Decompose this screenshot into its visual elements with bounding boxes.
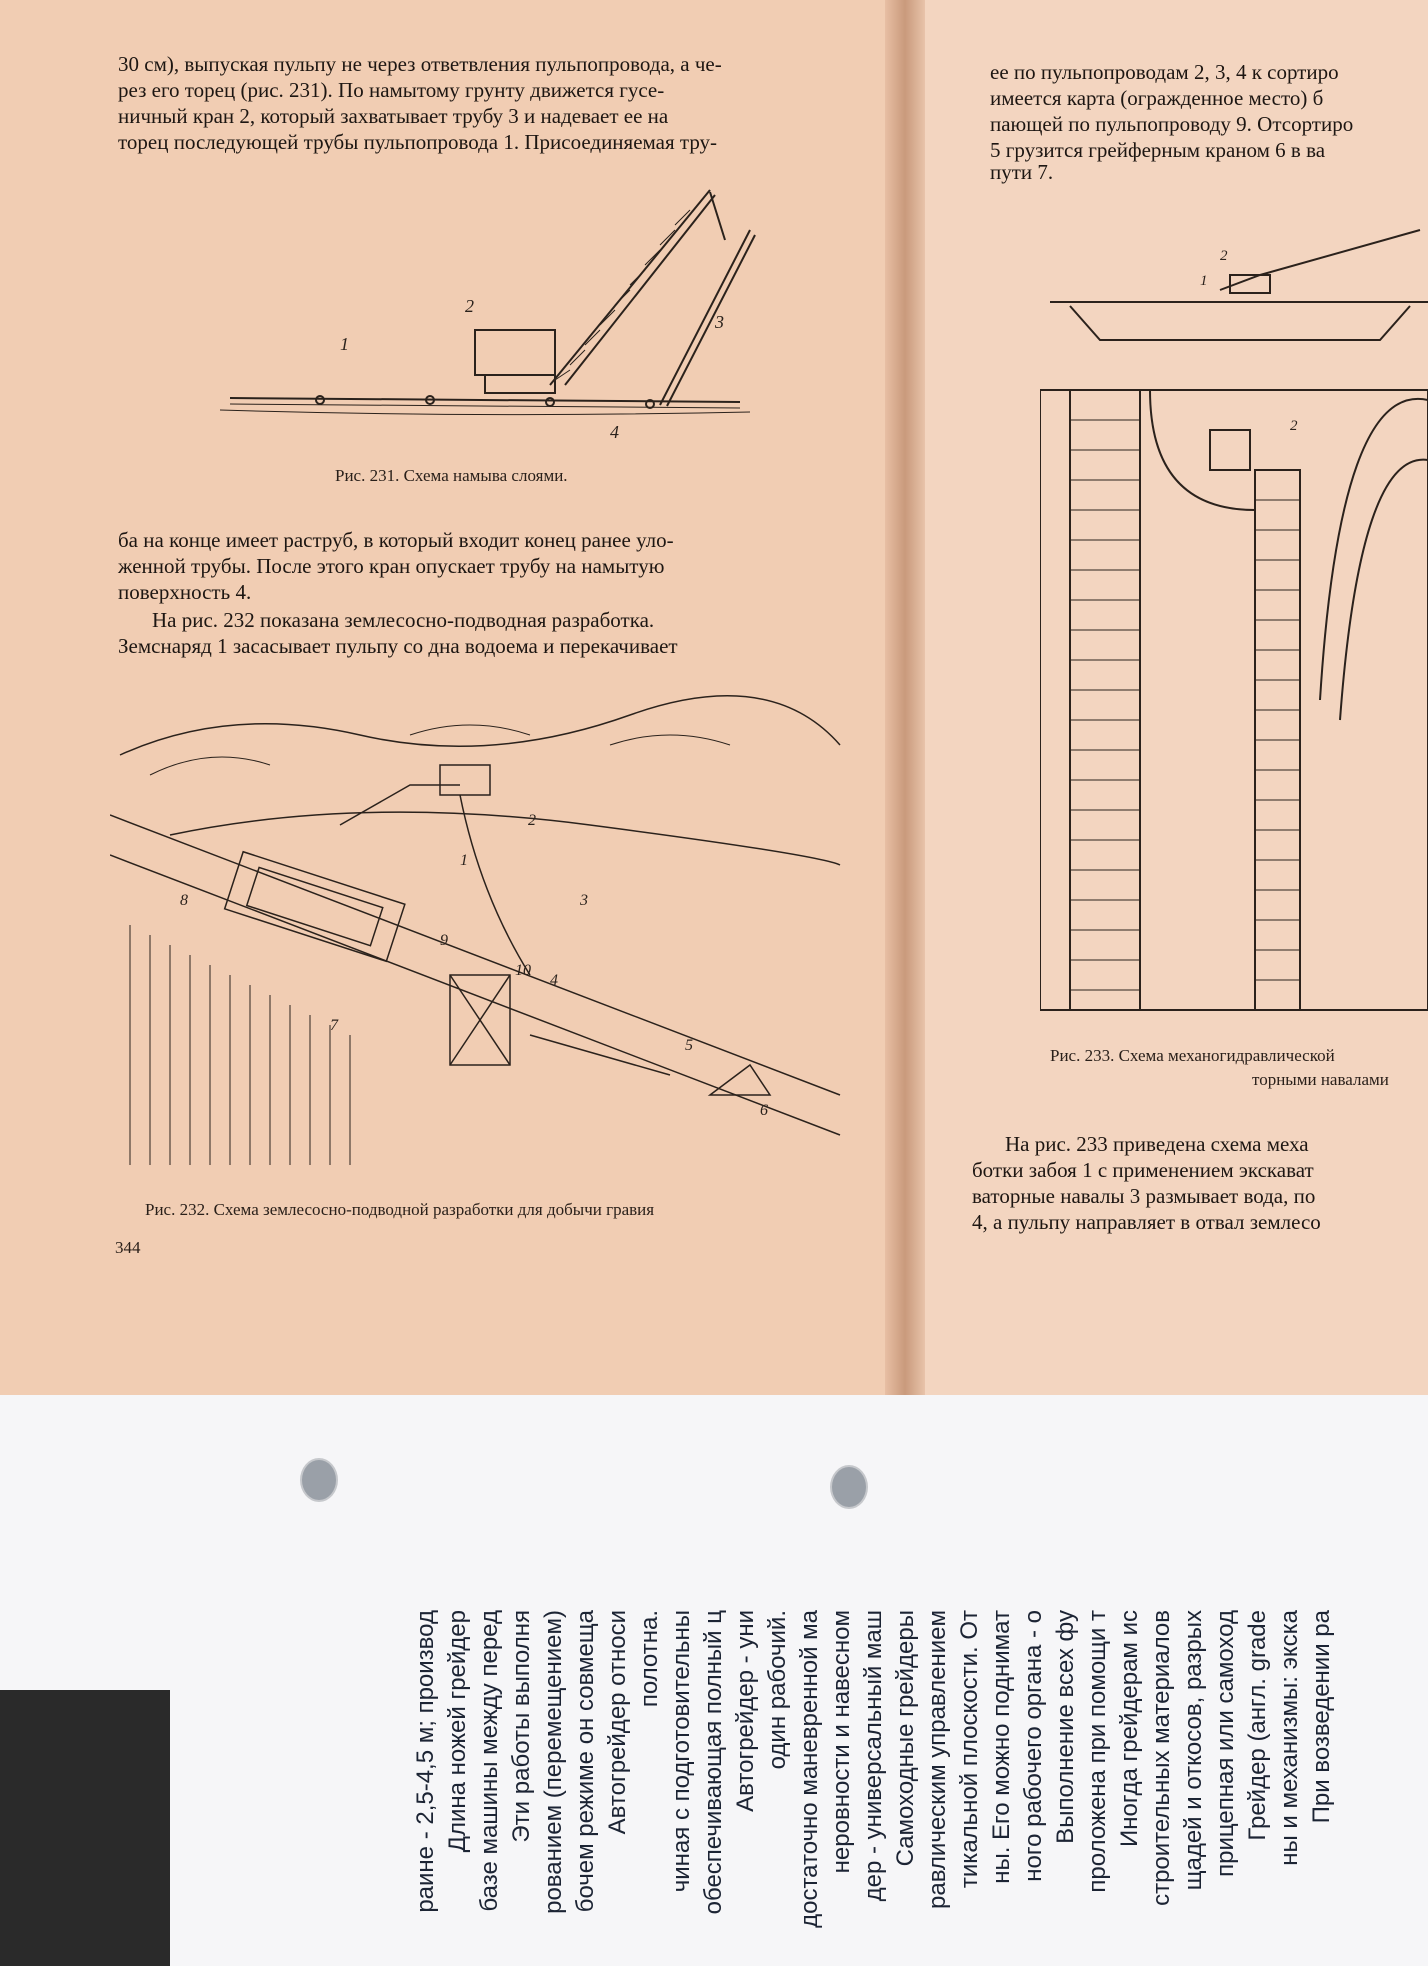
photo-fragment — [0, 1690, 170, 1966]
rotated-line: Автогрейдер - уни — [732, 1610, 759, 1812]
rotated-line: тикальной плоскости. От — [956, 1610, 983, 1889]
fig231-label: 1 — [340, 334, 349, 354]
rotated-line: Длина ножей грейдер — [444, 1610, 471, 1853]
text-line: рез его торец (рис. 231). По намытому грунту движется гусе- — [118, 78, 665, 102]
fig232-label: 1 — [460, 852, 468, 869]
text-line: ничный кран 2, который захватывает трубу 3 и надевает ее на — [118, 104, 669, 128]
rotated-line: прицепная или самоход — [1212, 1610, 1239, 1877]
text-line: 4, а пульпу направляет в отвал землесо — [972, 1210, 1321, 1234]
fig232-caption: Рис. 232. Схема землесосно-подводной разработки для добычи гравия — [145, 1200, 655, 1219]
fig233-label: 2 — [1290, 418, 1298, 434]
fig231-caption: Рис. 231. Схема намыва слоями. — [335, 466, 568, 485]
rotated-line: один рабочий. — [764, 1610, 791, 1770]
rotated-line: Иногда грейдерам ис — [1116, 1610, 1143, 1848]
rotated-line: бочем режиме он совмеща — [572, 1610, 599, 1913]
fig232-label: 10 — [515, 962, 531, 979]
rotated-line: неровности и навесном — [828, 1610, 855, 1874]
fig232-label: 4 — [550, 972, 558, 989]
rotated-line: Грейдер (англ. grade — [1244, 1610, 1271, 1841]
rotated-line: ны и механизмы: экска — [1276, 1610, 1303, 1866]
rotated-line: Эти работы выполня — [508, 1610, 535, 1843]
fig233-label: 1 — [1200, 273, 1208, 289]
rotated-line: полотна. — [636, 1610, 663, 1708]
punch-hole — [300, 1458, 338, 1502]
fig231-label: 3 — [715, 312, 724, 332]
figure-232-landscape — [110, 675, 850, 1175]
figure-231-crane — [220, 180, 760, 440]
text-line: женной трубы. После этого кран опускает трубу на намытую — [118, 554, 665, 578]
punch-hole — [830, 1465, 868, 1509]
text-line: ба на конце имеет раструб, в который входит конец ранее уло- — [118, 528, 674, 552]
fig232-label: 2 — [528, 812, 536, 829]
rotated-line: ного рабочего органа - о — [1020, 1610, 1047, 1882]
text-line: поверхность 4. — [118, 580, 252, 604]
fig231-label: 2 — [465, 296, 474, 316]
text-line: пающей по пульпопроводу 9. Отсортиро — [990, 112, 1354, 136]
rotated-line: чиная с подготовительны — [668, 1610, 695, 1893]
fig233-caption: Рис. 233. Схема механогидравлической — [1050, 1046, 1335, 1065]
text-line: ботки забоя 1 с применением экскават — [972, 1158, 1314, 1182]
text-line: пути 7. — [990, 160, 1054, 184]
rotated-line: При возведении ра — [1308, 1610, 1335, 1824]
rotated-line: достаточно маневренной ма — [796, 1610, 823, 1928]
rotated-line: Самоходные грейдеры — [892, 1610, 919, 1867]
rotated-line: равлическим управлением — [924, 1610, 951, 1909]
figure-233-plan — [1040, 220, 1428, 1020]
fig233-caption: торными навалами — [1252, 1070, 1389, 1089]
text-line: На рис. 232 показана землесосно-подводная разработка. — [152, 608, 655, 632]
text-line: ваторные навалы 3 размывает вода, по — [972, 1184, 1316, 1208]
rotated-line: строительных материалов — [1148, 1610, 1175, 1906]
text-line: 5 грузится грейферным краном 6 в ва — [990, 138, 1326, 162]
text-line: имеется карта (огражденное место) б — [990, 86, 1324, 110]
rotated-line: щадей и откосов, разрых — [1180, 1610, 1207, 1891]
text-line: Земснаряд 1 засасывает пульпу со дна водоема и перекачивает — [118, 634, 678, 658]
rotated-line: базе машины между перед — [476, 1610, 503, 1912]
fig233-label: 2 — [1220, 248, 1228, 264]
rotated-line: рованием (перемещением) — [540, 1610, 567, 1914]
fig232-label: 6 — [760, 1102, 768, 1119]
text-line: торец последующей трубы пульпопровода 1. Присоединяемая тру- — [118, 130, 718, 154]
rotated-line: обеспечивающая полный ц — [700, 1610, 727, 1915]
fig232-label: 7 — [330, 1017, 338, 1034]
rotated-line: Автогрейдер относи — [604, 1610, 631, 1835]
fig232-label: 9 — [440, 932, 448, 949]
rotated-line: проложена при помощи т — [1084, 1610, 1111, 1893]
rotated-line: Выполнение всех фу — [1052, 1610, 1079, 1844]
rotated-line: дер - универсальный маш — [860, 1610, 887, 1902]
fig232-label: 8 — [180, 892, 188, 909]
fig232-label: 5 — [685, 1037, 693, 1054]
rotated-line: ны. Его можно поднимат — [988, 1610, 1015, 1884]
fig231-label: 4 — [610, 422, 619, 440]
fig232-label: 3 — [580, 892, 588, 909]
text-line: На рис. 233 приведена схема меха — [1005, 1132, 1309, 1156]
page-number: 344 — [115, 1238, 141, 1257]
text-line: 30 см), выпуская пульпу не через ответвления пульпопровода, а че- — [118, 52, 722, 76]
book-gutter — [885, 0, 925, 1395]
rotated-line: раине - 2,5-4,5 м; производ — [412, 1610, 439, 1913]
text-line: ее по пульпопроводам 2, 3, 4 к сортиро — [990, 60, 1339, 84]
